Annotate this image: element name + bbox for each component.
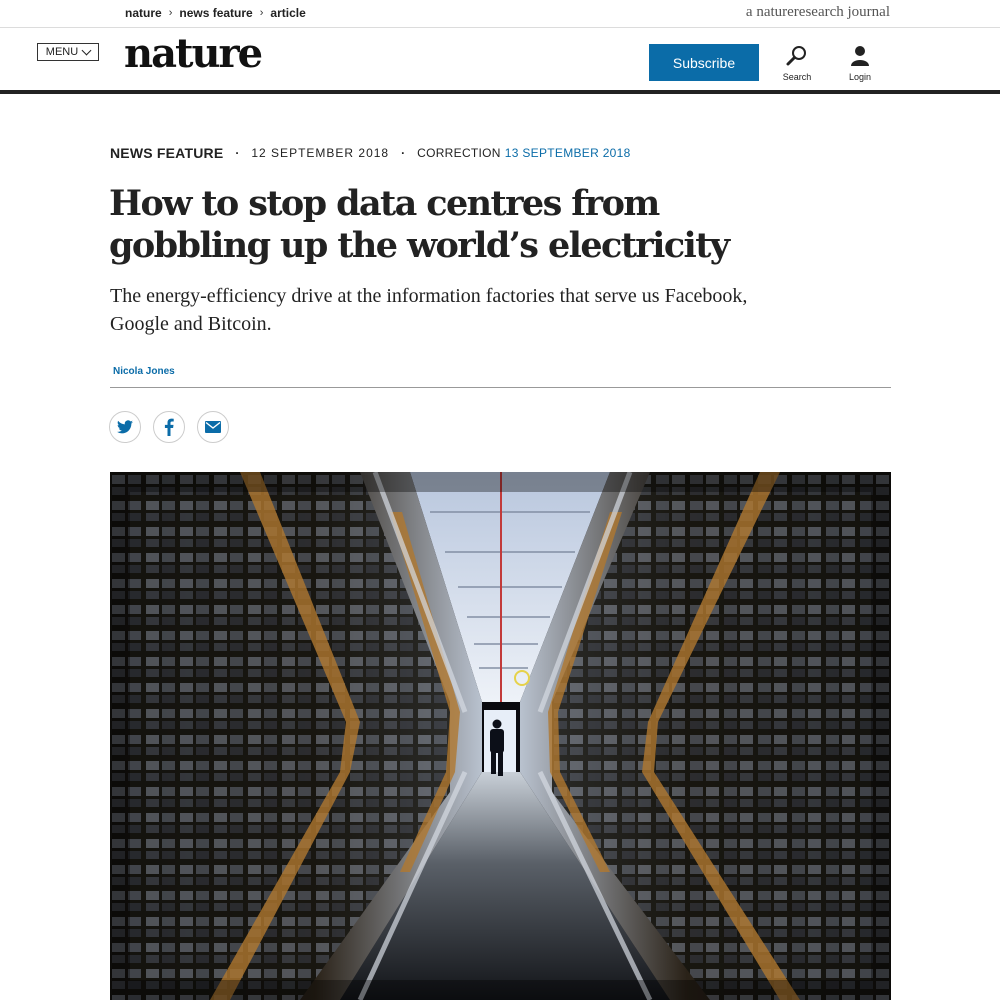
author-divider xyxy=(110,387,891,388)
article-type: NEWS FEATURE xyxy=(110,145,224,161)
search-label: Search xyxy=(782,72,812,82)
publish-date: 12 SEPTEMBER 2018 xyxy=(251,146,390,160)
login-button[interactable] xyxy=(835,44,885,82)
meta-separator: · xyxy=(235,146,240,160)
user-icon xyxy=(848,44,872,68)
article-standfirst: The energy-efficiency drive at the information factories that serve us Facebook, Google and Bitcoin. xyxy=(110,285,748,335)
author-link[interactable]: Nicola Jones xyxy=(113,366,175,377)
chevron-right-icon: › xyxy=(259,7,264,19)
article-title: How to stop data centres from gobbling up the world’s electricity xyxy=(109,183,729,266)
article-meta xyxy=(110,145,631,161)
search-icon xyxy=(785,44,809,68)
breadcrumb xyxy=(125,6,306,20)
twitter-icon xyxy=(117,420,133,434)
email-icon xyxy=(205,421,221,433)
share-twitter-button[interactable] xyxy=(109,411,141,443)
breadcrumb-news-feature[interactable]: news feature xyxy=(179,6,253,20)
journal-tagline: a natureresearch journal xyxy=(745,4,890,20)
facebook-icon xyxy=(164,418,174,436)
site-header xyxy=(0,28,1000,90)
login-label: Login xyxy=(848,72,872,82)
nature-logo[interactable]: nature xyxy=(124,30,262,77)
chevron-right-icon: › xyxy=(168,7,173,19)
menu-label: MENU xyxy=(45,46,79,58)
menu-button[interactable] xyxy=(37,43,99,61)
correction-date-link[interactable]: 13 SEPTEMBER 2018 xyxy=(504,146,631,160)
meta-separator: · xyxy=(401,146,406,160)
search-button[interactable] xyxy=(772,44,822,82)
breadcrumb-article: article xyxy=(270,6,306,20)
correction-label: CORRECTION xyxy=(417,146,501,160)
breadcrumb-nature[interactable]: nature xyxy=(125,6,162,20)
subscribe-button[interactable]: Subscribe xyxy=(649,44,759,81)
share-email-button[interactable] xyxy=(197,411,229,443)
share-facebook-button[interactable] xyxy=(153,411,185,443)
chevron-down-icon xyxy=(82,45,92,55)
header-divider xyxy=(0,90,1000,94)
breadcrumb-bar xyxy=(0,0,1000,28)
hero-image xyxy=(110,472,891,1000)
